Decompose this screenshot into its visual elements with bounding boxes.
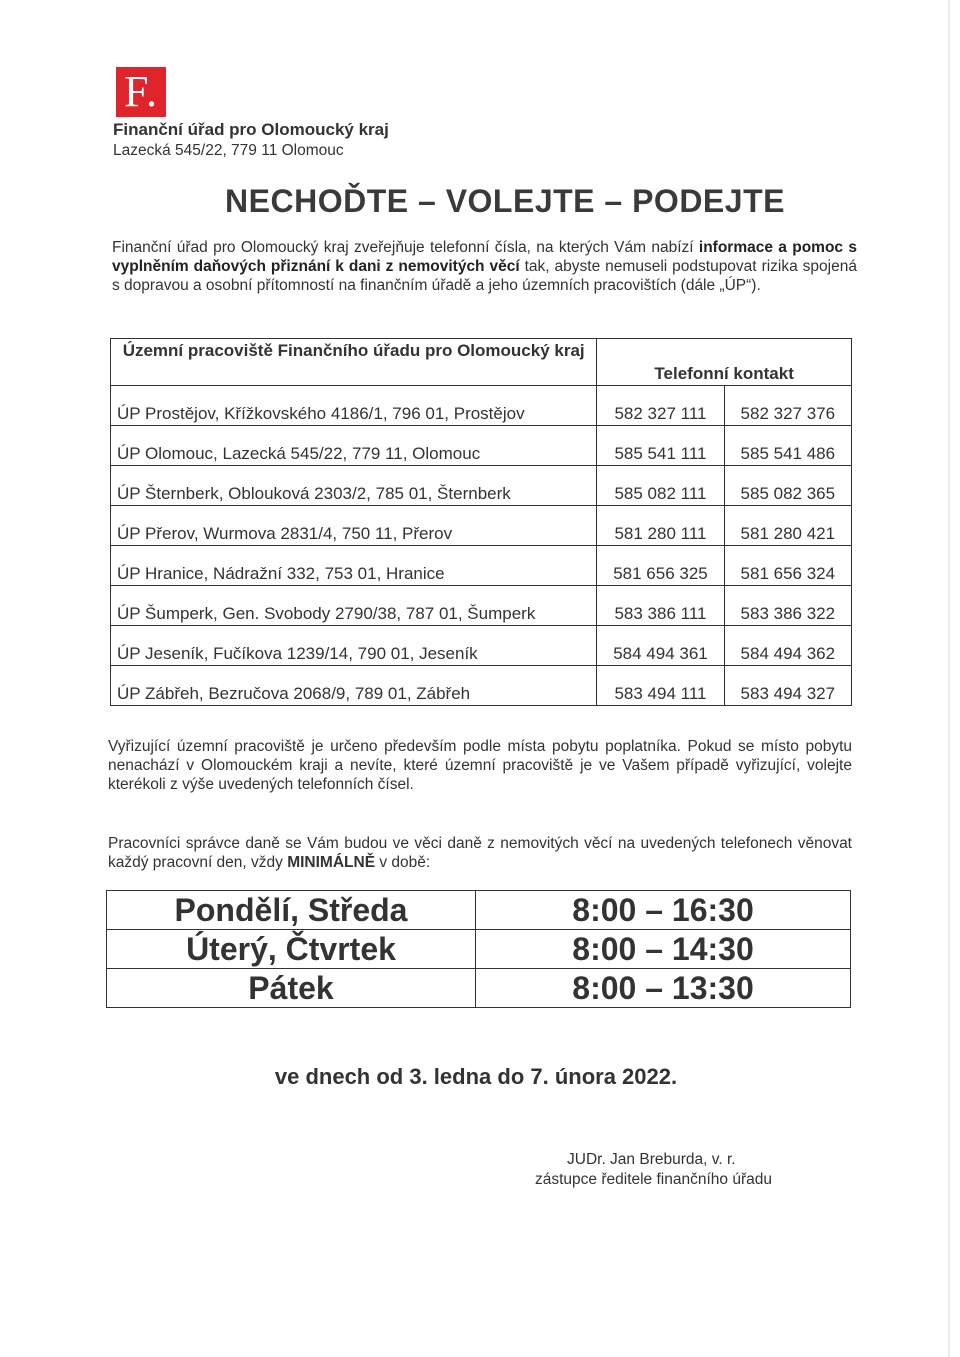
hours-text-1: Pracovníci správce daně se Vám budou ve věci daně z nemovitých věcí na uvedených telefonech věnovat každý pracovní den, vždy	[108, 835, 852, 871]
phone-cell: 585 082 111	[597, 466, 724, 506]
header-office: Územní pracoviště Finančního úřadu pro Olomoucký kraj	[111, 339, 597, 386]
date-range: ve dnech od 3. ledna do 7. února 2022.	[274, 1064, 678, 1089]
table-row	[111, 586, 852, 626]
office-name: Finanční úřad pro Olomoucký kraj	[113, 120, 389, 139]
table-row	[111, 506, 852, 546]
time-cell: 8:00 – 13:30	[476, 969, 851, 1008]
intro-text-1: Finanční úřad pro Olomoucký kraj zveřejňuje telefonní čísla, na kterých Vám nabízí	[112, 239, 699, 256]
phone-cell: 582 327 376	[724, 386, 851, 426]
phone-cell: 585 541 486	[724, 426, 851, 466]
days-cell: Pondělí, Středa	[107, 891, 476, 930]
phone-cell: 585 082 365	[724, 466, 851, 506]
intro-paragraph	[112, 238, 857, 295]
phone-cell: 581 656 324	[724, 546, 851, 586]
phone-cell: 584 494 362	[724, 626, 851, 666]
office-cell: ÚP Přerov, Wurmova 2831/4, 750 11, Přerov	[111, 506, 597, 546]
table-row	[107, 969, 851, 1008]
table-row	[111, 386, 852, 426]
office-info-paragraph: Vyřizující územní pracoviště je určeno především podle místa pobytu poplatníka. Pokud se místo pobytu nenachází v Olomouckém kraji a nevíte, které územní pracoviště je ve Vašem případě vyřizující, volejte kterékoli z výše uvedených telefonních čísel.	[108, 738, 852, 793]
table-row	[111, 626, 852, 666]
days-cell: Pátek	[107, 969, 476, 1008]
office-cell: ÚP Olomouc, Lazecká 545/22, 779 11, Olomouc	[111, 426, 597, 466]
signature-name: JUDr. Jan Breburda, v. r.	[567, 1151, 736, 1168]
phone-cell: 581 656 325	[597, 546, 724, 586]
office-cell: ÚP Hranice, Nádražní 332, 753 01, Hranice	[111, 546, 597, 586]
table-row	[111, 546, 852, 586]
table-row	[111, 466, 852, 506]
header-phone: Telefonní kontakt	[597, 339, 852, 386]
phone-cell: 582 327 111	[597, 386, 724, 426]
phone-cell: 583 494 327	[724, 666, 851, 706]
office-cell: ÚP Jeseník, Fučíkova 1239/14, 790 01, Jeseník	[111, 626, 597, 666]
table-row	[111, 426, 852, 466]
page-title: NECHOĎTE – VOLEJTE – PODEJTE	[225, 183, 785, 219]
financni-urad-logo: F.	[116, 67, 166, 117]
time-cell: 8:00 – 16:30	[476, 891, 851, 930]
office-cell: ÚP Šternberk, Oblouková 2303/2, 785 01, Šternberk	[111, 466, 597, 506]
intro-text-bold: informace a pomoc s vyplněním daňových přiznání k dani z nemovitých věcí	[112, 239, 857, 275]
table-row	[111, 666, 852, 706]
table-row	[107, 930, 851, 969]
phone-cell: 581 280 111	[597, 506, 724, 546]
phone-cell: 585 541 111	[597, 426, 724, 466]
time-cell: 8:00 – 14:30	[476, 930, 851, 969]
office-cell: ÚP Prostějov, Křížkovského 4186/1, 796 01, Prostějov	[111, 386, 597, 426]
scan-edge-line	[948, 0, 950, 1357]
offices-table	[110, 338, 852, 706]
hours-table	[106, 890, 851, 1008]
phone-cell: 583 494 111	[597, 666, 724, 706]
hours-info-paragraph	[108, 834, 852, 872]
phone-cell: 583 386 111	[597, 586, 724, 626]
office-cell: ÚP Šumperk, Gen. Svobody 2790/38, 787 01, Šumperk	[111, 586, 597, 626]
phone-cell: 581 280 421	[724, 506, 851, 546]
office-address: Lazecká 545/22, 779 11 Olomouc	[113, 142, 344, 159]
hours-text-bold: MINIMÁLNĚ	[287, 854, 376, 871]
signature-block	[535, 1150, 772, 1190]
signature-role: zástupce ředitele finančního úřadu	[535, 1171, 772, 1188]
hours-text-2: v době:	[375, 854, 431, 871]
table-row	[107, 891, 851, 930]
days-cell: Úterý, Čtvrtek	[107, 930, 476, 969]
office-cell: ÚP Zábřeh, Bezručova 2068/9, 789 01, Zábřeh	[111, 666, 597, 706]
intro-text-2: tak, abyste nemuseli podstupovat rizika spojená s dopravou a osobní přítomností na finančním úřadě a jeho územních pracovištích (dále „ÚP“).	[112, 258, 857, 294]
offices-table-header	[111, 339, 852, 386]
phone-cell: 583 386 322	[724, 586, 851, 626]
phone-cell: 584 494 361	[597, 626, 724, 666]
